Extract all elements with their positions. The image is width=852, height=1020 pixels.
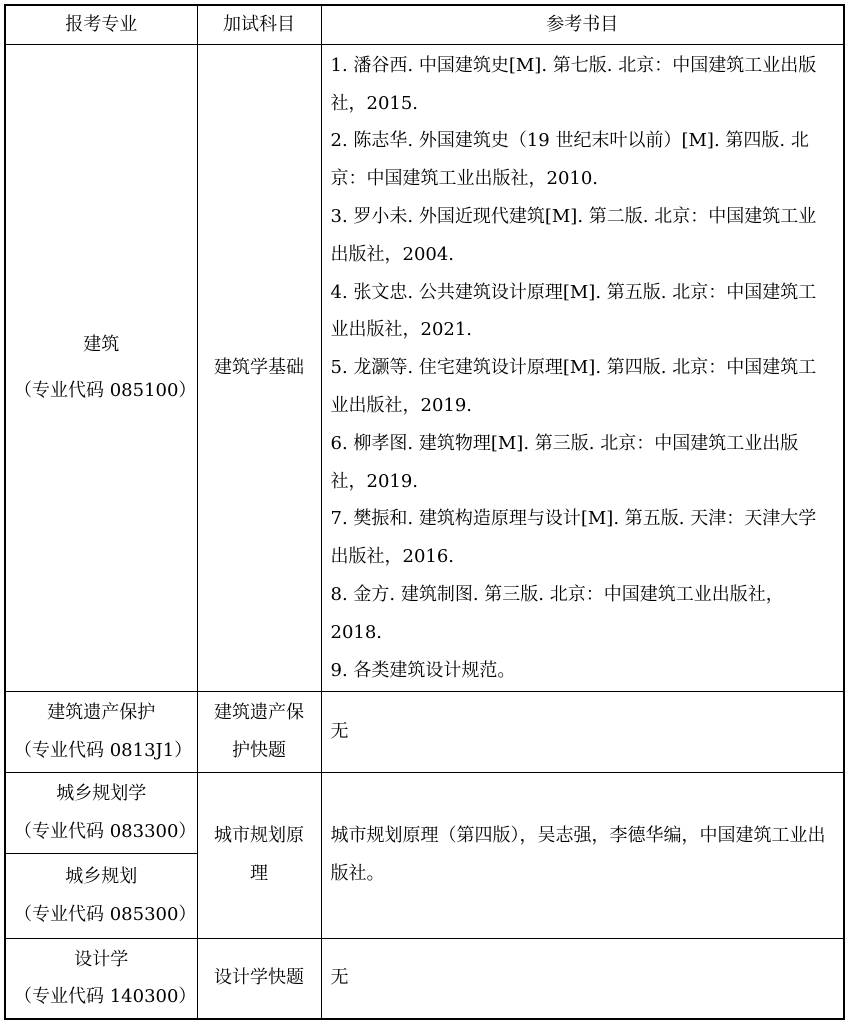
subject-cell-design: [197, 938, 321, 1019]
reference-text: 城市规划原理（第四版），吴志强，李德华编，中国建筑工业出版社。: [330, 825, 826, 885]
major-name: 城乡规划: [65, 865, 138, 887]
major-name: 城乡规划学: [56, 782, 147, 804]
subject-name: 建筑学基础: [214, 357, 304, 379]
subject-name: 建筑遗产保护快题: [214, 702, 304, 762]
major-cell-design: [5, 938, 197, 1019]
reference-books-table: [4, 4, 845, 1020]
major-cell-architecture: [5, 44, 197, 692]
reference-item: 1. 潘谷西. 中国建筑史[M]. 第七版. 北京：中国建筑工业出版社，2015.: [330, 54, 817, 114]
major-code: （专业代码 0813J1）: [14, 740, 193, 762]
table-row-architecture: [5, 44, 844, 692]
major-name: 建筑: [83, 334, 120, 356]
major-code: （专业代码 085300）: [14, 903, 197, 925]
major-cell-urban-planning-science: [5, 772, 197, 853]
reference-item: 7. 樊振和. 建筑构造原理与设计[M]. 第五版. 天津：天津大学出版社，2016.: [330, 508, 817, 568]
header-major: 报考专业: [5, 5, 197, 44]
references-cell-design: [321, 938, 844, 1019]
subject-cell-heritage: [197, 692, 321, 773]
reference-item: 6. 柳孝图. 建筑物理[M]. 第三版. 北京：中国建筑工业出版社，2019.: [330, 432, 799, 492]
table-row-urban-rural-planning-science: [5, 772, 844, 853]
major-cell-heritage: [5, 692, 197, 773]
reference-item: 4. 张文忠. 公共建筑设计原理[M]. 第五版. 北京：中国建筑工业出版社，2021.: [330, 281, 817, 341]
subject-name: 城市规划原理: [214, 825, 304, 885]
header-references: 参考书目: [321, 5, 844, 44]
subject-name: 设计学快题: [214, 967, 304, 989]
subject-cell-urban-planning: [197, 772, 321, 938]
subject-cell-architecture: [197, 44, 321, 692]
major-code: （专业代码 085100）: [14, 380, 197, 402]
major-code: （专业代码 140300）: [14, 986, 197, 1008]
references-cell-urban-planning: [321, 772, 844, 938]
header-row: [5, 5, 844, 44]
reference-text: 无: [330, 967, 349, 989]
reference-item: 2. 陈志华. 外国建筑史（19 世纪末叶以前）[M]. 第四版. 北京：中国建筑工业出版社，2010.: [330, 130, 809, 190]
table-row-heritage-protection: [5, 692, 844, 773]
major-code: （专业代码 083300）: [14, 820, 197, 842]
major-name: 设计学: [74, 948, 129, 970]
table-row-design: [5, 938, 844, 1019]
reference-item: 5. 龙灏等. 住宅建筑设计原理[M]. 第四版. 北京：中国建筑工业出版社，2019.: [330, 357, 817, 416]
header-subject: 加试科目: [197, 5, 321, 44]
major-cell-urban-planning: [5, 853, 197, 938]
reference-text: 无: [330, 721, 349, 743]
references-cell-heritage: [321, 692, 844, 773]
references-cell-architecture: [321, 44, 844, 692]
major-name: 建筑遗产保护: [47, 702, 156, 724]
reference-item: 3. 罗小未. 外国近现代建筑[M]. 第二版. 北京：中国建筑工业出版社，2004.: [330, 205, 817, 265]
reference-item: 9. 各类建筑设计规范。: [330, 659, 516, 681]
reference-item: 8. 金方. 建筑制图. 第三版. 北京：中国建筑工业出版社，2018.: [330, 583, 784, 643]
